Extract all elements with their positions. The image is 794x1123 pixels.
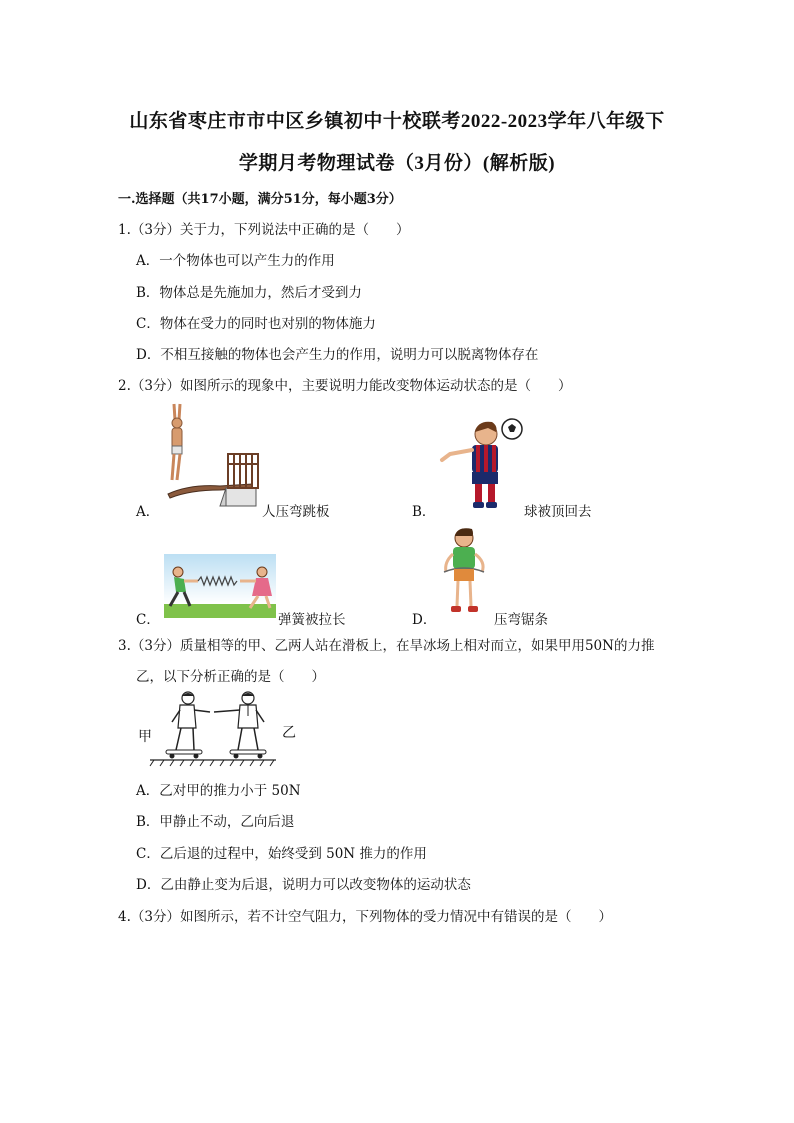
q2-option-d-letter: D． (412, 612, 437, 628)
q2-option-a-caption: 人压弯跳板 (262, 504, 330, 520)
q2-option-b-caption: 球被顶回去 (524, 504, 592, 520)
skateboard-push-illustration (148, 690, 278, 768)
q2-option-b-letter: B． (412, 504, 436, 520)
q1-option-a: A．一个物体也可以产生力的作用 (136, 253, 335, 269)
q2-option-c-letter: C． (136, 612, 160, 628)
q1-stem: 1.（3分）关于力，下列说法中正确的是（ ） (118, 222, 410, 238)
q3-option-a: A．乙对甲的推力小于 50N (136, 783, 301, 799)
exam-title-line2: 学期月考物理试卷（3月份）(解析版) (238, 153, 556, 174)
q2-option-a-letter: A． (136, 504, 160, 520)
diving-board-illustration (160, 402, 264, 514)
q3-stem-line1: 3.（3分）质量相等的甲、乙两人站在滑板上，在旱冰场上相对而立，如果甲用50N的力推 (118, 638, 655, 654)
q2-option-c-caption: 弹簧被拉长 (278, 612, 346, 628)
q3-option-b: B．甲静止不动，乙向后退 (136, 814, 295, 830)
q3-option-c: C．乙后退的过程中，始终受到 50N 推力的作用 (136, 846, 427, 862)
q2-stem: 2.（3分）如图所示的现象中，主要说明力能改变物体运动状态的是（ ） (118, 378, 572, 394)
q3-option-d: D．乙由静止变为后退，说明力可以改变物体的运动状态 (136, 877, 471, 893)
q2-option-d-caption: 压弯锯条 (494, 612, 548, 628)
label-jia: 甲 (138, 729, 152, 745)
q4-stem: 4.（3分）如图所示，若不计空气阻力，下列物体的受力情况中有错误的是（ ） (118, 909, 612, 925)
bent-saw-blade-illustration (436, 526, 492, 620)
label-yi: 乙 (282, 725, 296, 741)
spring-stretch-illustration (164, 554, 276, 618)
q3-stem-line2: 乙，以下分析正确的是（ ） (136, 669, 325, 685)
section-heading: 一.选择题（共17小题，满分51分，每小题3分） (118, 192, 402, 207)
q1-option-c: C．物体在受力的同时也对别的物体施力 (136, 316, 376, 332)
exam-title-line1: 山东省枣庄市市中区乡镇初中十校联考2022-2023学年八年级下 (129, 111, 665, 132)
soccer-header-illustration (436, 414, 526, 512)
q1-option-b: B．物体总是先施加力，然后才受到力 (136, 285, 362, 301)
q1-option-d: D．不相互接触的物体也会产生力的作用，说明力可以脱离物体存在 (136, 347, 539, 363)
